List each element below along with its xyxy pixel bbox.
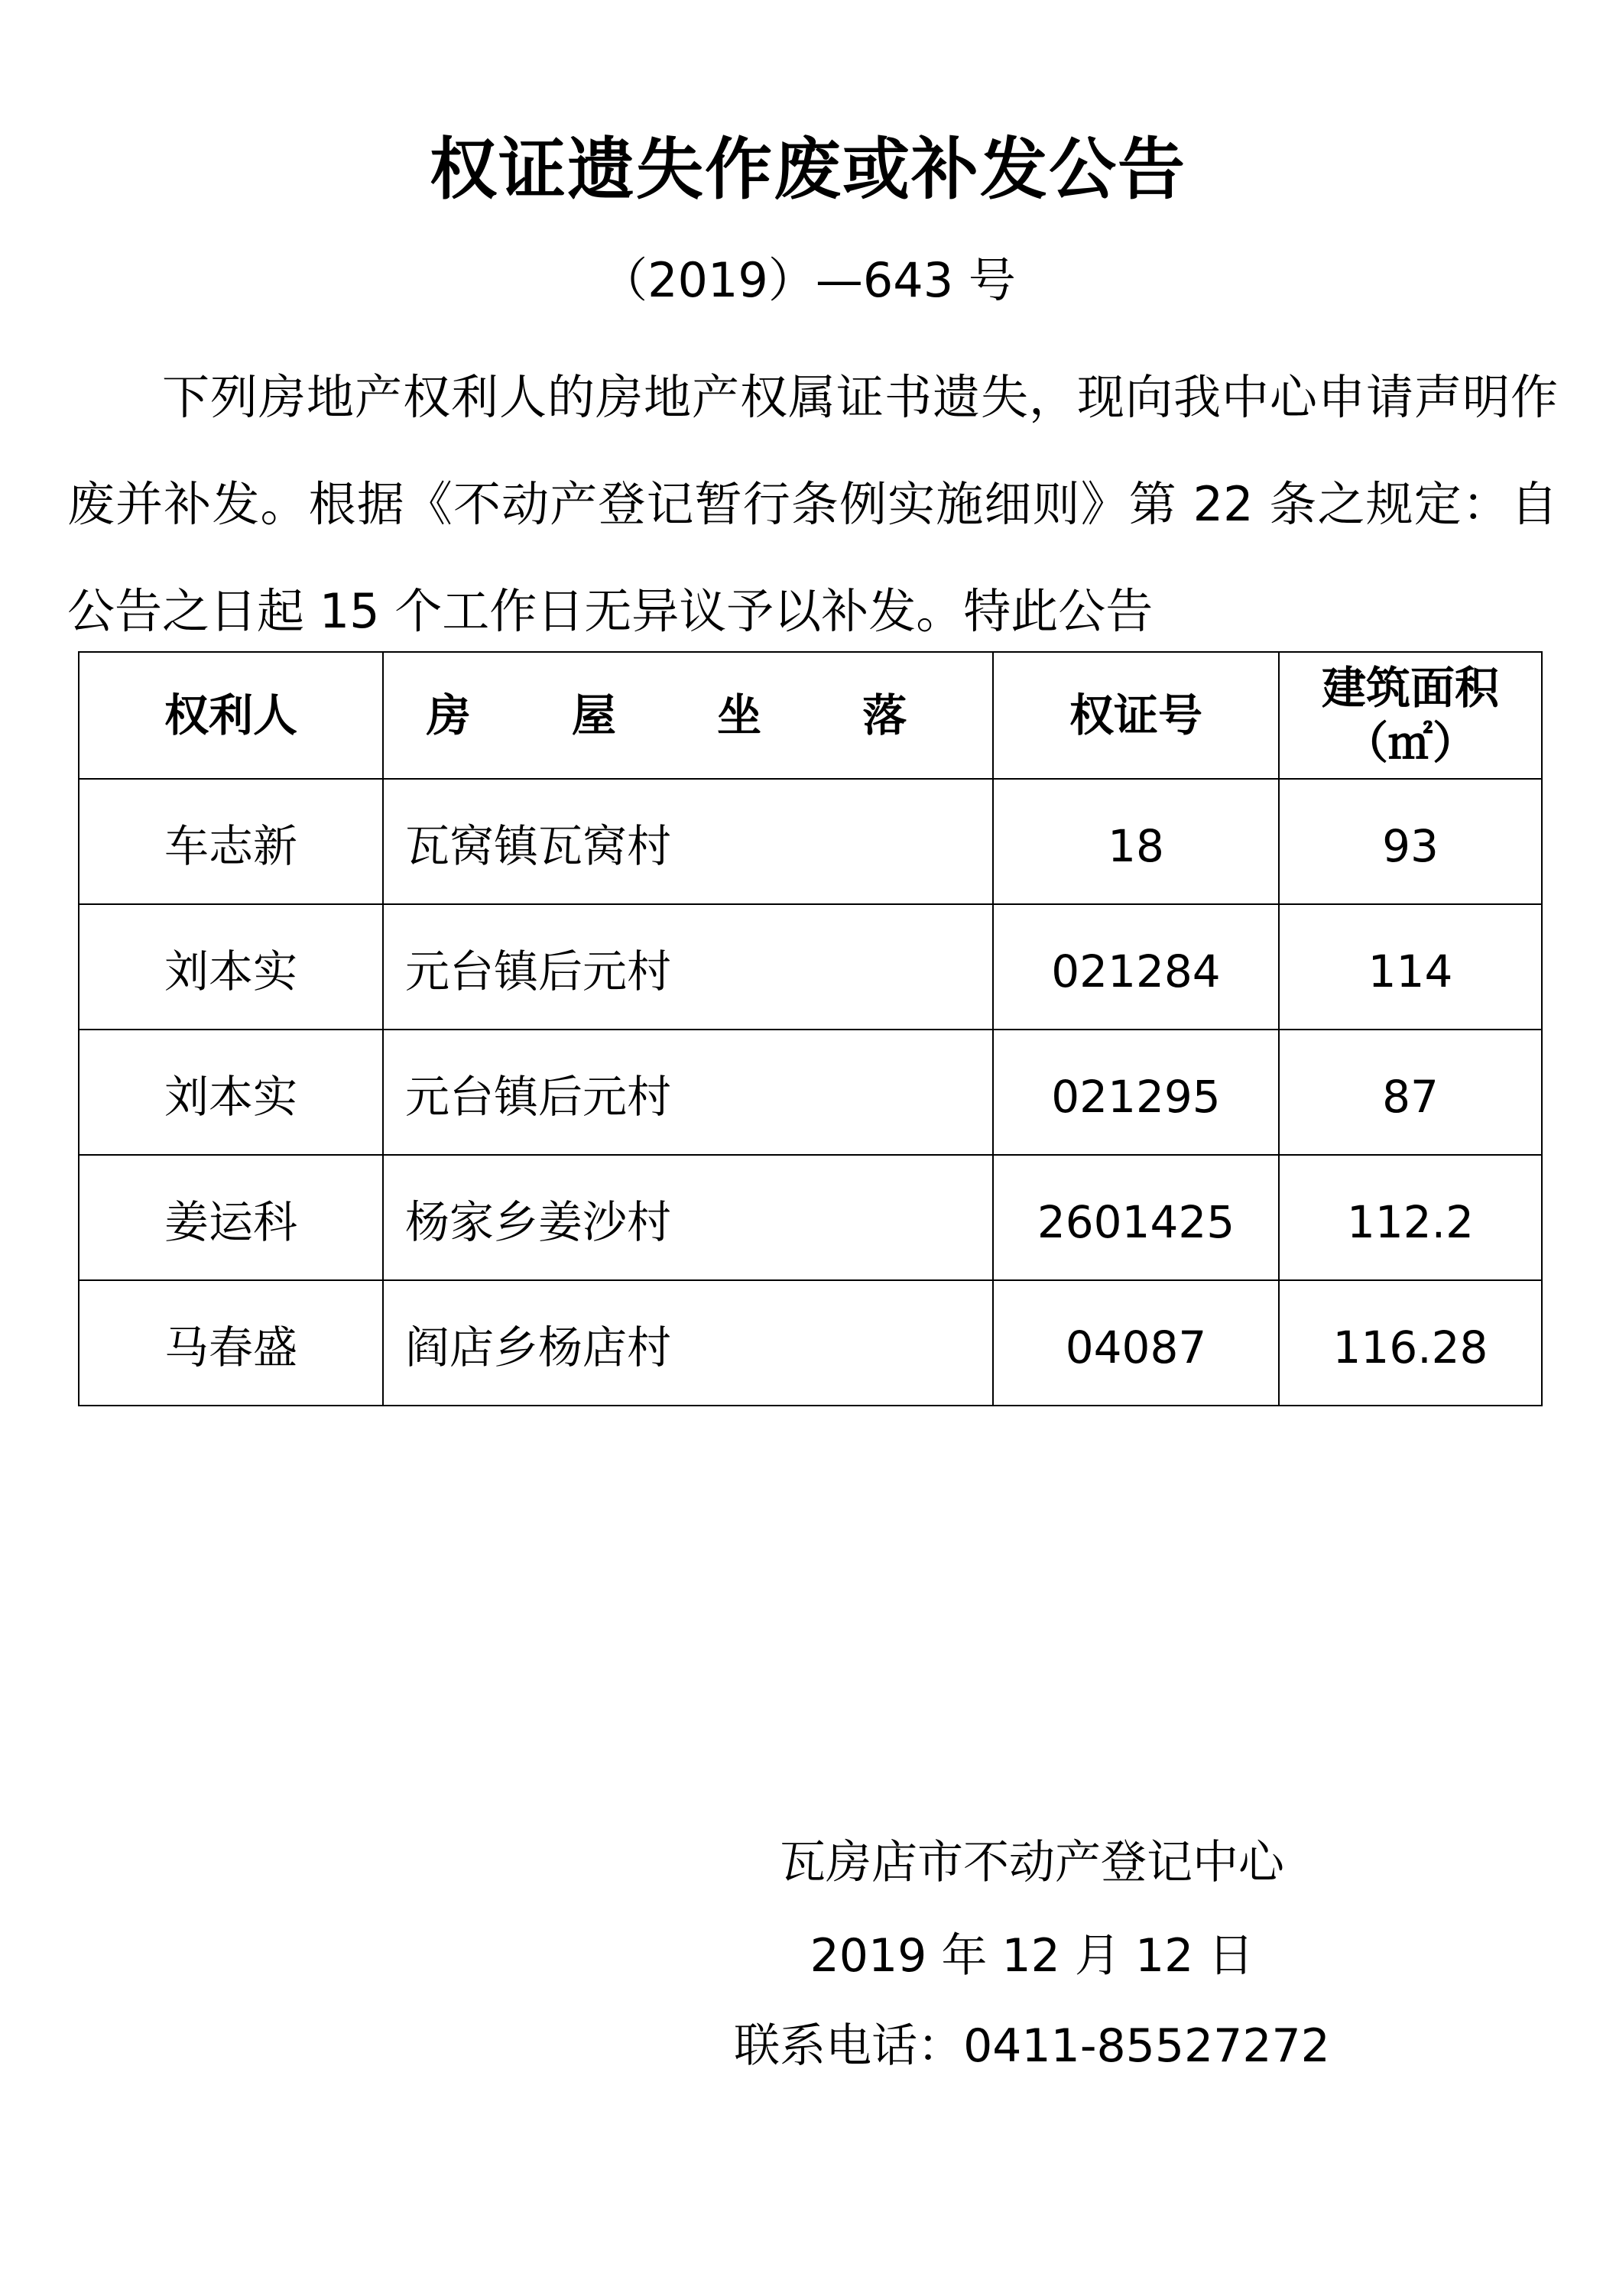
header-cert-no: 权证号 <box>993 652 1279 779</box>
table-row <box>79 779 1542 904</box>
cell-area: 114 <box>1279 904 1542 1030</box>
notice-number: （2019）—643 号 <box>600 252 1016 308</box>
cell-location: 元台镇后元村 <box>383 1030 993 1155</box>
cell-holder: 刘本实 <box>79 1030 383 1155</box>
cell-area: 87 <box>1279 1030 1542 1155</box>
header-location: 房 屋 坐 落 <box>383 652 993 779</box>
cell-area: 116.28 <box>1279 1280 1542 1406</box>
cell-cert-no: 021295 <box>993 1030 1279 1155</box>
issuing-organization: 瓦房店市不动产登记中心 <box>780 1836 1284 1889</box>
table-row <box>79 1155 1542 1280</box>
cell-location: 瓦窝镇瓦窝村 <box>383 779 993 904</box>
cell-holder: 刘本实 <box>79 904 383 1030</box>
cell-area: 93 <box>1279 779 1542 904</box>
table-row <box>79 1030 1542 1155</box>
header-area-unit: （㎡） <box>1343 717 1477 769</box>
cell-cert-no: 2601425 <box>993 1155 1279 1280</box>
cell-cert-no: 18 <box>993 779 1279 904</box>
cell-location: 阎店乡杨店村 <box>383 1280 993 1406</box>
contact-phone: 联系电话：0411-85527272 <box>734 2019 1330 2073</box>
cell-location: 杨家乡姜沙村 <box>383 1155 993 1280</box>
cell-location: 元台镇后元村 <box>383 904 993 1030</box>
table-row <box>79 904 1542 1030</box>
cell-cert-no: 04087 <box>993 1280 1279 1406</box>
notice-body: 下列房地产权利人的房地产权属证书遗失，现向我中心申请声明作废并补发。根据《不动产登记暂行条例实施细则》第 22 条之规定：自公告之日起 15 个工作日无异议予以补发。特此公告 <box>67 369 1558 639</box>
notice-title: 权证遗失作废或补发公告 <box>429 130 1186 209</box>
cell-cert-no: 021284 <box>993 904 1279 1030</box>
cell-holder: 姜运科 <box>79 1155 383 1280</box>
header-area <box>1279 652 1542 779</box>
header-area-label: 建筑面积 <box>1321 662 1499 714</box>
notice-date: 2019 年 12 月 12 日 <box>810 1929 1254 1983</box>
cell-holder: 车志新 <box>79 779 383 904</box>
table-header-row <box>79 652 1542 779</box>
records-table <box>78 651 1543 1406</box>
cell-area: 112.2 <box>1279 1155 1542 1280</box>
header-holder: 权利人 <box>79 652 383 779</box>
cell-holder: 马春盛 <box>79 1280 383 1406</box>
table-row <box>79 1280 1542 1406</box>
